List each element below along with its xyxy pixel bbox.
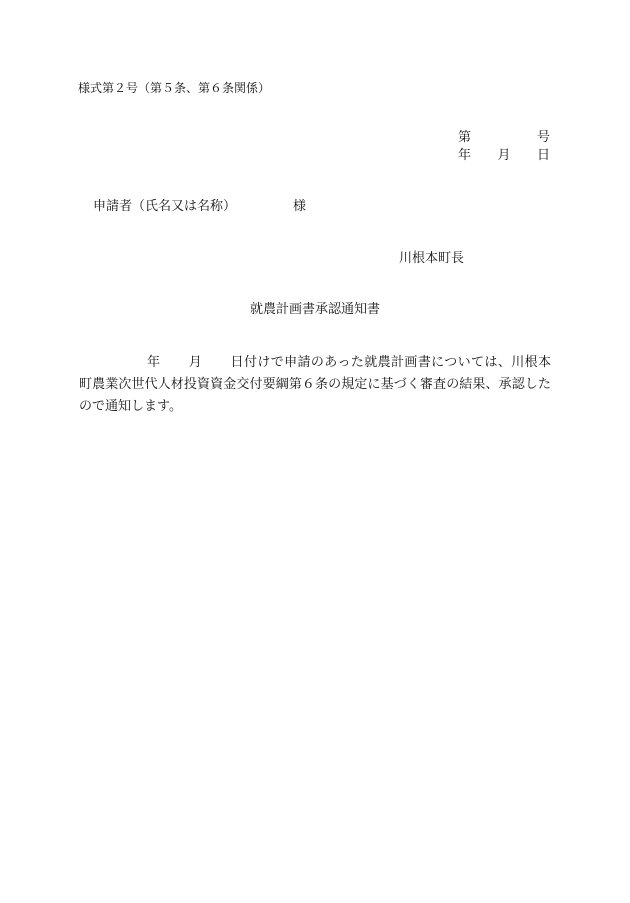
date-day: 日 [536,148,550,163]
applicant-honorific: 様 [293,199,307,214]
body-year: 年 [147,355,161,370]
notice-body [79,352,551,418]
document-date-line [458,148,550,164]
number-prefix: 第 [458,130,472,145]
document-title: 就農計画書承認通知書 [249,302,380,317]
number-suffix: 号 [536,130,550,145]
date-year: 年 [458,148,472,163]
body-month: 月 [188,355,203,370]
document-number-line [458,130,550,146]
body-text: 日付けで申請のあった就農計画書については、川根本町農業次世代人材投資資金交付要綱第６条の規定に基づく審査の結果、承認したので通知します。 [79,355,551,414]
form-number: 様式第２号（第５条、第６条関係） [78,81,271,95]
date-month: 月 [497,148,511,163]
issuer-name: 川根本町長 [399,251,465,266]
applicant-label: 申請者（氏名又は名称） [93,199,237,214]
